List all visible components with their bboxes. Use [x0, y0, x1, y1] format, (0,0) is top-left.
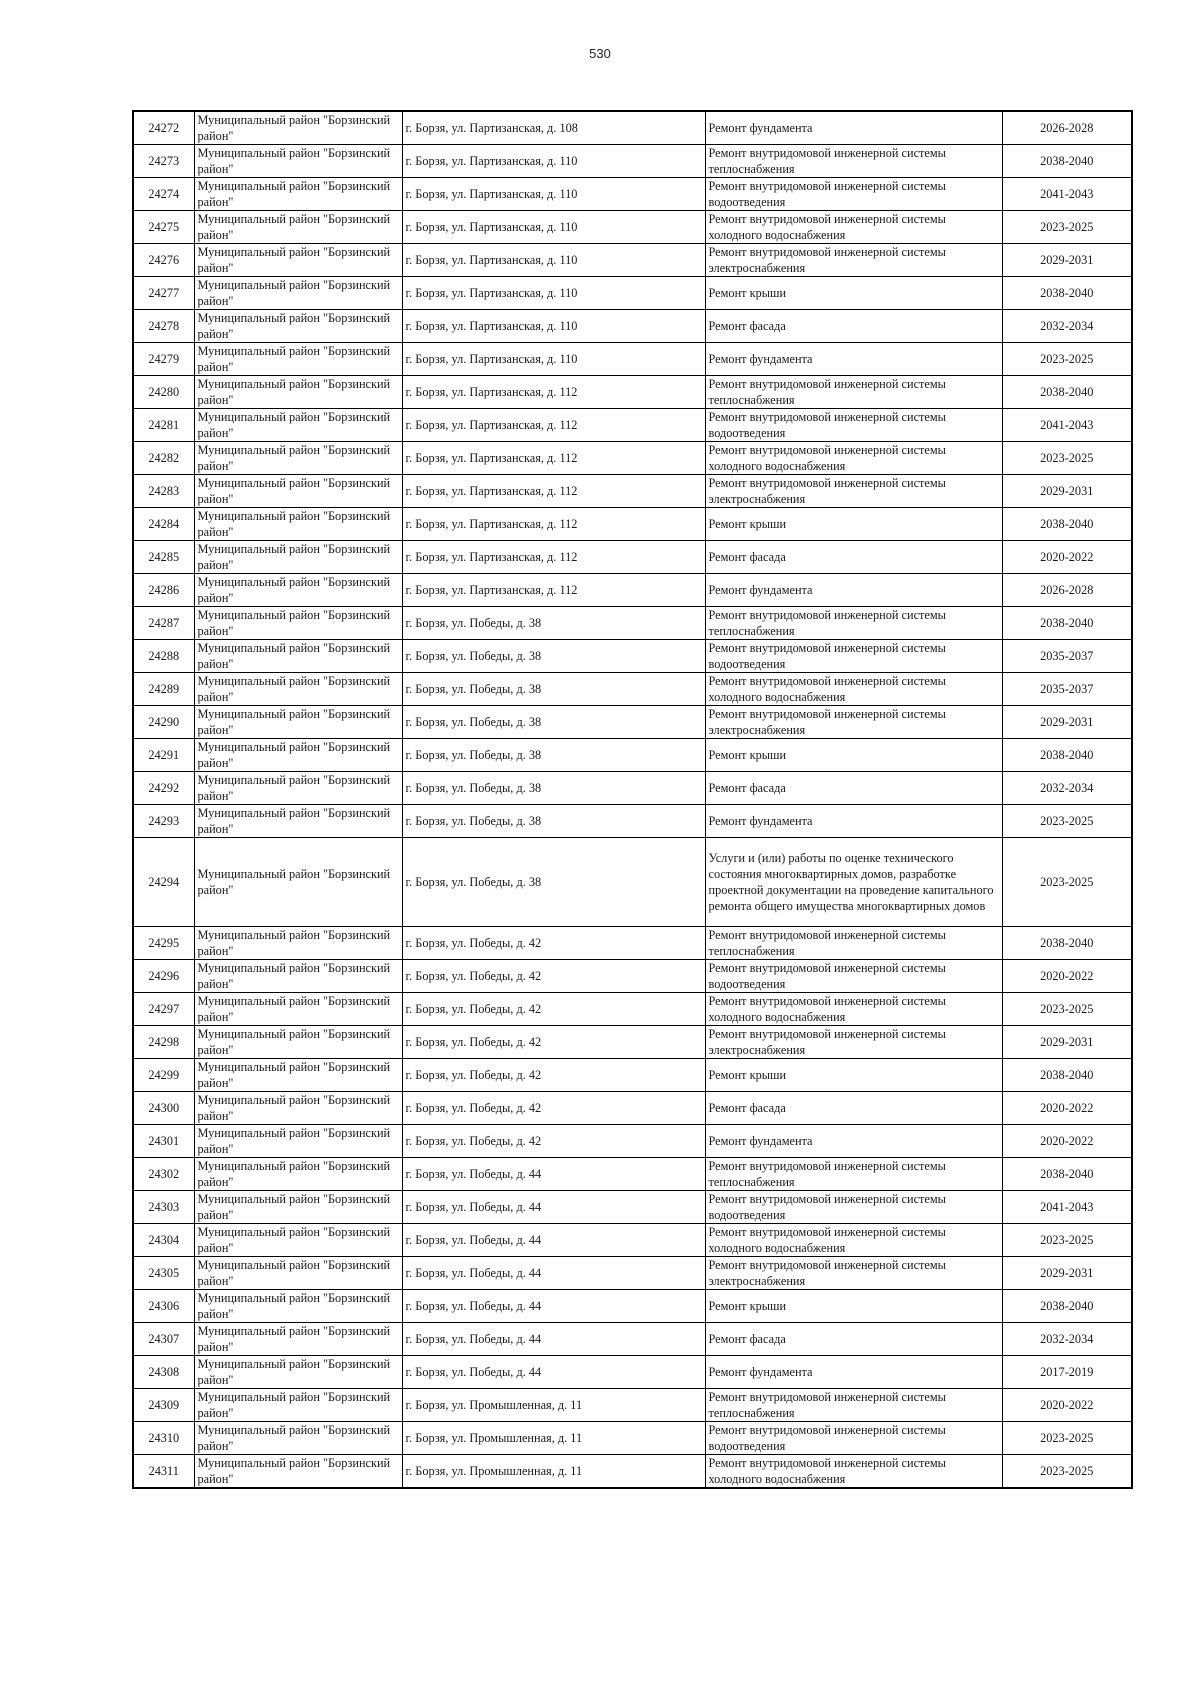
municipality-cell: Муниципальный район "Борзинский район"	[194, 1191, 402, 1224]
table-row	[133, 640, 1132, 673]
row-number-cell: 24276	[133, 244, 194, 277]
municipality-cell: Муниципальный район "Борзинский район"	[194, 574, 402, 607]
period-cell: 2041-2043	[1002, 1191, 1132, 1224]
row-number-cell: 24279	[133, 343, 194, 376]
work-type-cell: Ремонт внутридомовой инженерной системы водоотведения	[705, 960, 1002, 993]
row-number-cell: 24302	[133, 1158, 194, 1191]
work-type-cell: Ремонт внутридомовой инженерной системы холодного водоснабжения	[705, 442, 1002, 475]
address-cell: г. Борзя, ул. Партизанская, д. 108	[402, 111, 705, 145]
work-type-cell: Ремонт внутридомовой инженерной системы водоотведения	[705, 409, 1002, 442]
period-cell: 2038-2040	[1002, 1290, 1132, 1323]
row-number-cell: 24296	[133, 960, 194, 993]
work-type-cell: Ремонт фундамента	[705, 1125, 1002, 1158]
period-cell: 2023-2025	[1002, 993, 1132, 1026]
table-row	[133, 211, 1132, 244]
municipality-cell: Муниципальный район "Борзинский район"	[194, 805, 402, 838]
row-number-cell: 24295	[133, 927, 194, 960]
municipality-cell: Муниципальный район "Борзинский район"	[194, 409, 402, 442]
table-row	[133, 706, 1132, 739]
period-cell: 2023-2025	[1002, 1455, 1132, 1489]
address-cell: г. Борзя, ул. Победы, д. 38	[402, 706, 705, 739]
address-cell: г. Борзя, ул. Победы, д. 44	[402, 1290, 705, 1323]
work-type-cell: Ремонт фасада	[705, 772, 1002, 805]
period-cell: 2038-2040	[1002, 277, 1132, 310]
table-row	[133, 1422, 1132, 1455]
row-number-cell: 24301	[133, 1125, 194, 1158]
municipality-cell: Муниципальный район "Борзинский район"	[194, 1455, 402, 1489]
table-row	[133, 111, 1132, 145]
address-cell: г. Борзя, ул. Победы, д. 38	[402, 640, 705, 673]
address-cell: г. Борзя, ул. Победы, д. 44	[402, 1356, 705, 1389]
row-number-cell: 24306	[133, 1290, 194, 1323]
page-number: 530	[589, 46, 611, 61]
address-cell: г. Борзя, ул. Партизанская, д. 110	[402, 310, 705, 343]
period-cell: 2023-2025	[1002, 343, 1132, 376]
table-row	[133, 475, 1132, 508]
address-cell: г. Борзя, ул. Победы, д. 42	[402, 927, 705, 960]
period-cell: 2038-2040	[1002, 607, 1132, 640]
period-cell: 2029-2031	[1002, 244, 1132, 277]
row-number-cell: 24293	[133, 805, 194, 838]
table-row	[133, 673, 1132, 706]
table-row	[133, 607, 1132, 640]
work-type-cell: Ремонт внутридомовой инженерной системы электроснабжения	[705, 706, 1002, 739]
table-row	[133, 310, 1132, 343]
table-row	[133, 838, 1132, 927]
municipality-cell: Муниципальный район "Борзинский район"	[194, 1290, 402, 1323]
work-type-cell: Ремонт фундамента	[705, 805, 1002, 838]
table-row	[133, 376, 1132, 409]
work-type-cell: Ремонт внутридомовой инженерной системы холодного водоснабжения	[705, 1455, 1002, 1489]
table-row	[133, 442, 1132, 475]
address-cell: г. Борзя, ул. Партизанская, д. 112	[402, 442, 705, 475]
work-type-cell: Ремонт внутридомовой инженерной системы холодного водоснабжения	[705, 211, 1002, 244]
period-cell: 2020-2022	[1002, 1389, 1132, 1422]
address-cell: г. Борзя, ул. Победы, д. 44	[402, 1191, 705, 1224]
address-cell: г. Борзя, ул. Партизанская, д. 110	[402, 211, 705, 244]
row-number-cell: 24285	[133, 541, 194, 574]
work-type-cell: Ремонт крыши	[705, 508, 1002, 541]
address-cell: г. Борзя, ул. Победы, д. 38	[402, 739, 705, 772]
work-type-cell: Ремонт внутридомовой инженерной системы водоотведения	[705, 640, 1002, 673]
row-number-cell: 24272	[133, 111, 194, 145]
municipality-cell: Муниципальный район "Борзинский район"	[194, 343, 402, 376]
row-number-cell: 24291	[133, 739, 194, 772]
municipality-cell: Муниципальный район "Борзинский район"	[194, 508, 402, 541]
table-row	[133, 541, 1132, 574]
work-type-cell: Ремонт внутридомовой инженерной системы электроснабжения	[705, 1026, 1002, 1059]
period-cell: 2026-2028	[1002, 574, 1132, 607]
address-cell: г. Борзя, ул. Партизанская, д. 112	[402, 475, 705, 508]
table-row	[133, 1191, 1132, 1224]
table-row	[133, 178, 1132, 211]
work-type-cell: Ремонт крыши	[705, 739, 1002, 772]
period-cell: 2041-2043	[1002, 178, 1132, 211]
period-cell: 2023-2025	[1002, 838, 1132, 927]
row-number-cell: 24287	[133, 607, 194, 640]
period-cell: 2026-2028	[1002, 111, 1132, 145]
work-type-cell: Ремонт внутридомовой инженерной системы электроснабжения	[705, 1257, 1002, 1290]
table-row	[133, 960, 1132, 993]
period-cell: 2032-2034	[1002, 310, 1132, 343]
row-number-cell: 24282	[133, 442, 194, 475]
address-cell: г. Борзя, ул. Победы, д. 44	[402, 1158, 705, 1191]
row-number-cell: 24273	[133, 145, 194, 178]
row-number-cell: 24308	[133, 1356, 194, 1389]
municipality-cell: Муниципальный район "Борзинский район"	[194, 1389, 402, 1422]
address-cell: г. Борзя, ул. Победы, д. 38	[402, 772, 705, 805]
work-type-cell: Ремонт крыши	[705, 1059, 1002, 1092]
address-cell: г. Борзя, ул. Победы, д. 38	[402, 805, 705, 838]
row-number-cell: 24277	[133, 277, 194, 310]
row-number-cell: 24289	[133, 673, 194, 706]
table-row	[133, 1125, 1132, 1158]
municipality-cell: Муниципальный район "Борзинский район"	[194, 442, 402, 475]
row-number-cell: 24300	[133, 1092, 194, 1125]
work-type-cell: Ремонт крыши	[705, 1290, 1002, 1323]
row-number-cell: 24307	[133, 1323, 194, 1356]
period-cell: 2038-2040	[1002, 508, 1132, 541]
work-type-cell: Ремонт фасада	[705, 541, 1002, 574]
table-row	[133, 1323, 1132, 1356]
municipality-cell: Муниципальный район "Борзинский район"	[194, 640, 402, 673]
period-cell: 2020-2022	[1002, 1125, 1132, 1158]
period-cell: 2023-2025	[1002, 1224, 1132, 1257]
period-cell: 2029-2031	[1002, 1257, 1132, 1290]
table-row	[133, 1290, 1132, 1323]
municipality-cell: Муниципальный район "Борзинский район"	[194, 927, 402, 960]
period-cell: 2023-2025	[1002, 442, 1132, 475]
work-type-cell: Ремонт внутридомовой инженерной системы холодного водоснабжения	[705, 993, 1002, 1026]
period-cell: 2032-2034	[1002, 1323, 1132, 1356]
address-cell: г. Борзя, ул. Партизанская, д. 112	[402, 409, 705, 442]
row-number-cell: 24284	[133, 508, 194, 541]
period-cell: 2038-2040	[1002, 927, 1132, 960]
work-type-cell: Ремонт внутридомовой инженерной системы теплоснабжения	[705, 607, 1002, 640]
municipality-cell: Муниципальный район "Борзинский район"	[194, 178, 402, 211]
row-number-cell: 24290	[133, 706, 194, 739]
work-type-cell: Ремонт внутридомовой инженерной системы водоотведения	[705, 1422, 1002, 1455]
period-cell: 2032-2034	[1002, 772, 1132, 805]
row-number-cell: 24310	[133, 1422, 194, 1455]
table-row	[133, 1059, 1132, 1092]
municipality-cell: Муниципальный район "Борзинский район"	[194, 310, 402, 343]
period-cell: 2038-2040	[1002, 1059, 1132, 1092]
municipality-cell: Муниципальный район "Борзинский район"	[194, 607, 402, 640]
row-number-cell: 24299	[133, 1059, 194, 1092]
municipality-cell: Муниципальный район "Борзинский район"	[194, 277, 402, 310]
address-cell: г. Борзя, ул. Победы, д. 42	[402, 1092, 705, 1125]
address-cell: г. Борзя, ул. Победы, д. 44	[402, 1323, 705, 1356]
row-number-cell: 24292	[133, 772, 194, 805]
row-number-cell: 24311	[133, 1455, 194, 1489]
work-type-cell: Ремонт внутридомовой инженерной системы водоотведения	[705, 178, 1002, 211]
period-cell: 2038-2040	[1002, 739, 1132, 772]
period-cell: 2020-2022	[1002, 541, 1132, 574]
municipality-cell: Муниципальный район "Борзинский район"	[194, 1257, 402, 1290]
table-row	[133, 993, 1132, 1026]
row-number-cell: 24275	[133, 211, 194, 244]
row-number-cell: 24278	[133, 310, 194, 343]
table-row	[133, 277, 1132, 310]
repair-schedule-table	[132, 110, 1133, 1489]
address-cell: г. Борзя, ул. Победы, д. 42	[402, 960, 705, 993]
row-number-cell: 24280	[133, 376, 194, 409]
row-number-cell: 24281	[133, 409, 194, 442]
period-cell: 2038-2040	[1002, 145, 1132, 178]
address-cell: г. Борзя, ул. Партизанская, д. 110	[402, 178, 705, 211]
work-type-cell: Ремонт внутридомовой инженерной системы теплоснабжения	[705, 376, 1002, 409]
address-cell: г. Борзя, ул. Партизанская, д. 110	[402, 145, 705, 178]
municipality-cell: Муниципальный район "Борзинский район"	[194, 1356, 402, 1389]
municipality-cell: Муниципальный район "Борзинский район"	[194, 541, 402, 574]
work-type-cell: Ремонт внутридомовой инженерной системы теплоснабжения	[705, 927, 1002, 960]
municipality-cell: Муниципальный район "Борзинский район"	[194, 145, 402, 178]
address-cell: г. Борзя, ул. Партизанская, д. 110	[402, 277, 705, 310]
address-cell: г. Борзя, ул. Партизанская, д. 112	[402, 508, 705, 541]
period-cell: 2038-2040	[1002, 1158, 1132, 1191]
table-body	[133, 111, 1132, 1488]
row-number-cell: 24303	[133, 1191, 194, 1224]
municipality-cell: Муниципальный район "Борзинский район"	[194, 739, 402, 772]
table-row	[133, 1026, 1132, 1059]
work-type-cell: Ремонт фасада	[705, 310, 1002, 343]
table-row	[133, 1224, 1132, 1257]
work-type-cell: Ремонт фундамента	[705, 111, 1002, 145]
table-row	[133, 1389, 1132, 1422]
row-number-cell: 24298	[133, 1026, 194, 1059]
period-cell: 2035-2037	[1002, 673, 1132, 706]
address-cell: г. Борзя, ул. Промышленная, д. 11	[402, 1422, 705, 1455]
municipality-cell: Муниципальный район "Борзинский район"	[194, 475, 402, 508]
period-cell: 2023-2025	[1002, 1422, 1132, 1455]
municipality-cell: Муниципальный район "Борзинский район"	[194, 838, 402, 927]
address-cell: г. Борзя, ул. Победы, д. 38	[402, 607, 705, 640]
address-cell: г. Борзя, ул. Победы, д. 42	[402, 993, 705, 1026]
table-row	[133, 805, 1132, 838]
address-cell: г. Борзя, ул. Партизанская, д. 112	[402, 574, 705, 607]
address-cell: г. Борзя, ул. Промышленная, д. 11	[402, 1389, 705, 1422]
municipality-cell: Муниципальный район "Борзинский район"	[194, 993, 402, 1026]
address-cell: г. Борзя, ул. Победы, д. 42	[402, 1026, 705, 1059]
period-cell: 2029-2031	[1002, 706, 1132, 739]
address-cell: г. Борзя, ул. Победы, д. 44	[402, 1224, 705, 1257]
municipality-cell: Муниципальный район "Борзинский район"	[194, 960, 402, 993]
period-cell: 2017-2019	[1002, 1356, 1132, 1389]
address-cell: г. Борзя, ул. Партизанская, д. 112	[402, 376, 705, 409]
row-number-cell: 24309	[133, 1389, 194, 1422]
municipality-cell: Муниципальный район "Борзинский район"	[194, 1092, 402, 1125]
address-cell: г. Борзя, ул. Промышленная, д. 11	[402, 1455, 705, 1489]
work-type-cell: Ремонт внутридомовой инженерной системы водоотведения	[705, 1191, 1002, 1224]
table-row	[133, 1455, 1132, 1489]
municipality-cell: Муниципальный район "Борзинский район"	[194, 211, 402, 244]
row-number-cell: 24297	[133, 993, 194, 1026]
address-cell: г. Борзя, ул. Победы, д. 42	[402, 1125, 705, 1158]
period-cell: 2023-2025	[1002, 805, 1132, 838]
municipality-cell: Муниципальный район "Борзинский район"	[194, 1422, 402, 1455]
row-number-cell: 24286	[133, 574, 194, 607]
work-type-cell: Услуги и (или) работы по оценке технического состояния многоквартирных домов, разработке проектной документации на проведение капитального ремонта общего имущества многоквартирных домов	[705, 838, 1002, 927]
municipality-cell: Муниципальный район "Борзинский район"	[194, 111, 402, 145]
row-number-cell: 24274	[133, 178, 194, 211]
work-type-cell: Ремонт фундамента	[705, 1356, 1002, 1389]
table-row	[133, 508, 1132, 541]
period-cell: 2029-2031	[1002, 475, 1132, 508]
address-cell: г. Борзя, ул. Победы, д. 44	[402, 1257, 705, 1290]
work-type-cell: Ремонт фундамента	[705, 343, 1002, 376]
address-cell: г. Борзя, ул. Победы, д. 38	[402, 673, 705, 706]
table-row	[133, 927, 1132, 960]
municipality-cell: Муниципальный район "Борзинский район"	[194, 772, 402, 805]
period-cell: 2035-2037	[1002, 640, 1132, 673]
row-number-cell: 24294	[133, 838, 194, 927]
work-type-cell: Ремонт внутридомовой инженерной системы холодного водоснабжения	[705, 1224, 1002, 1257]
work-type-cell: Ремонт внутридомовой инженерной системы теплоснабжения	[705, 1389, 1002, 1422]
municipality-cell: Муниципальный район "Борзинский район"	[194, 673, 402, 706]
table-row	[133, 1257, 1132, 1290]
row-number-cell: 24304	[133, 1224, 194, 1257]
work-type-cell: Ремонт внутридомовой инженерной системы холодного водоснабжения	[705, 673, 1002, 706]
table-row	[133, 574, 1132, 607]
work-type-cell: Ремонт внутридомовой инженерной системы теплоснабжения	[705, 1158, 1002, 1191]
period-cell: 2038-2040	[1002, 376, 1132, 409]
municipality-cell: Муниципальный район "Борзинский район"	[194, 1224, 402, 1257]
municipality-cell: Муниципальный район "Борзинский район"	[194, 1158, 402, 1191]
period-cell: 2020-2022	[1002, 1092, 1132, 1125]
table-row	[133, 409, 1132, 442]
period-cell: 2029-2031	[1002, 1026, 1132, 1059]
table-row	[133, 244, 1132, 277]
table-row	[133, 1092, 1132, 1125]
period-cell: 2020-2022	[1002, 960, 1132, 993]
work-type-cell: Ремонт внутридомовой инженерной системы электроснабжения	[705, 475, 1002, 508]
address-cell: г. Борзя, ул. Победы, д. 42	[402, 1059, 705, 1092]
table-row	[133, 145, 1132, 178]
table-row	[133, 1158, 1132, 1191]
work-type-cell: Ремонт внутридомовой инженерной системы теплоснабжения	[705, 145, 1002, 178]
municipality-cell: Муниципальный район "Борзинский район"	[194, 706, 402, 739]
period-cell: 2041-2043	[1002, 409, 1132, 442]
work-type-cell: Ремонт внутридомовой инженерной системы электроснабжения	[705, 244, 1002, 277]
work-type-cell: Ремонт фасада	[705, 1092, 1002, 1125]
period-cell: 2023-2025	[1002, 211, 1132, 244]
work-type-cell: Ремонт фасада	[705, 1323, 1002, 1356]
municipality-cell: Муниципальный район "Борзинский район"	[194, 1026, 402, 1059]
work-type-cell: Ремонт крыши	[705, 277, 1002, 310]
municipality-cell: Муниципальный район "Борзинский район"	[194, 1323, 402, 1356]
table-row	[133, 343, 1132, 376]
address-cell: г. Борзя, ул. Победы, д. 38	[402, 838, 705, 927]
row-number-cell: 24305	[133, 1257, 194, 1290]
address-cell: г. Борзя, ул. Партизанская, д. 110	[402, 343, 705, 376]
row-number-cell: 24288	[133, 640, 194, 673]
table-row	[133, 739, 1132, 772]
municipality-cell: Муниципальный район "Борзинский район"	[194, 376, 402, 409]
table-row	[133, 772, 1132, 805]
municipality-cell: Муниципальный район "Борзинский район"	[194, 1059, 402, 1092]
municipality-cell: Муниципальный район "Борзинский район"	[194, 244, 402, 277]
row-number-cell: 24283	[133, 475, 194, 508]
address-cell: г. Борзя, ул. Партизанская, д. 110	[402, 244, 705, 277]
work-type-cell: Ремонт фундамента	[705, 574, 1002, 607]
table-row	[133, 1356, 1132, 1389]
address-cell: г. Борзя, ул. Партизанская, д. 112	[402, 541, 705, 574]
municipality-cell: Муниципальный район "Борзинский район"	[194, 1125, 402, 1158]
